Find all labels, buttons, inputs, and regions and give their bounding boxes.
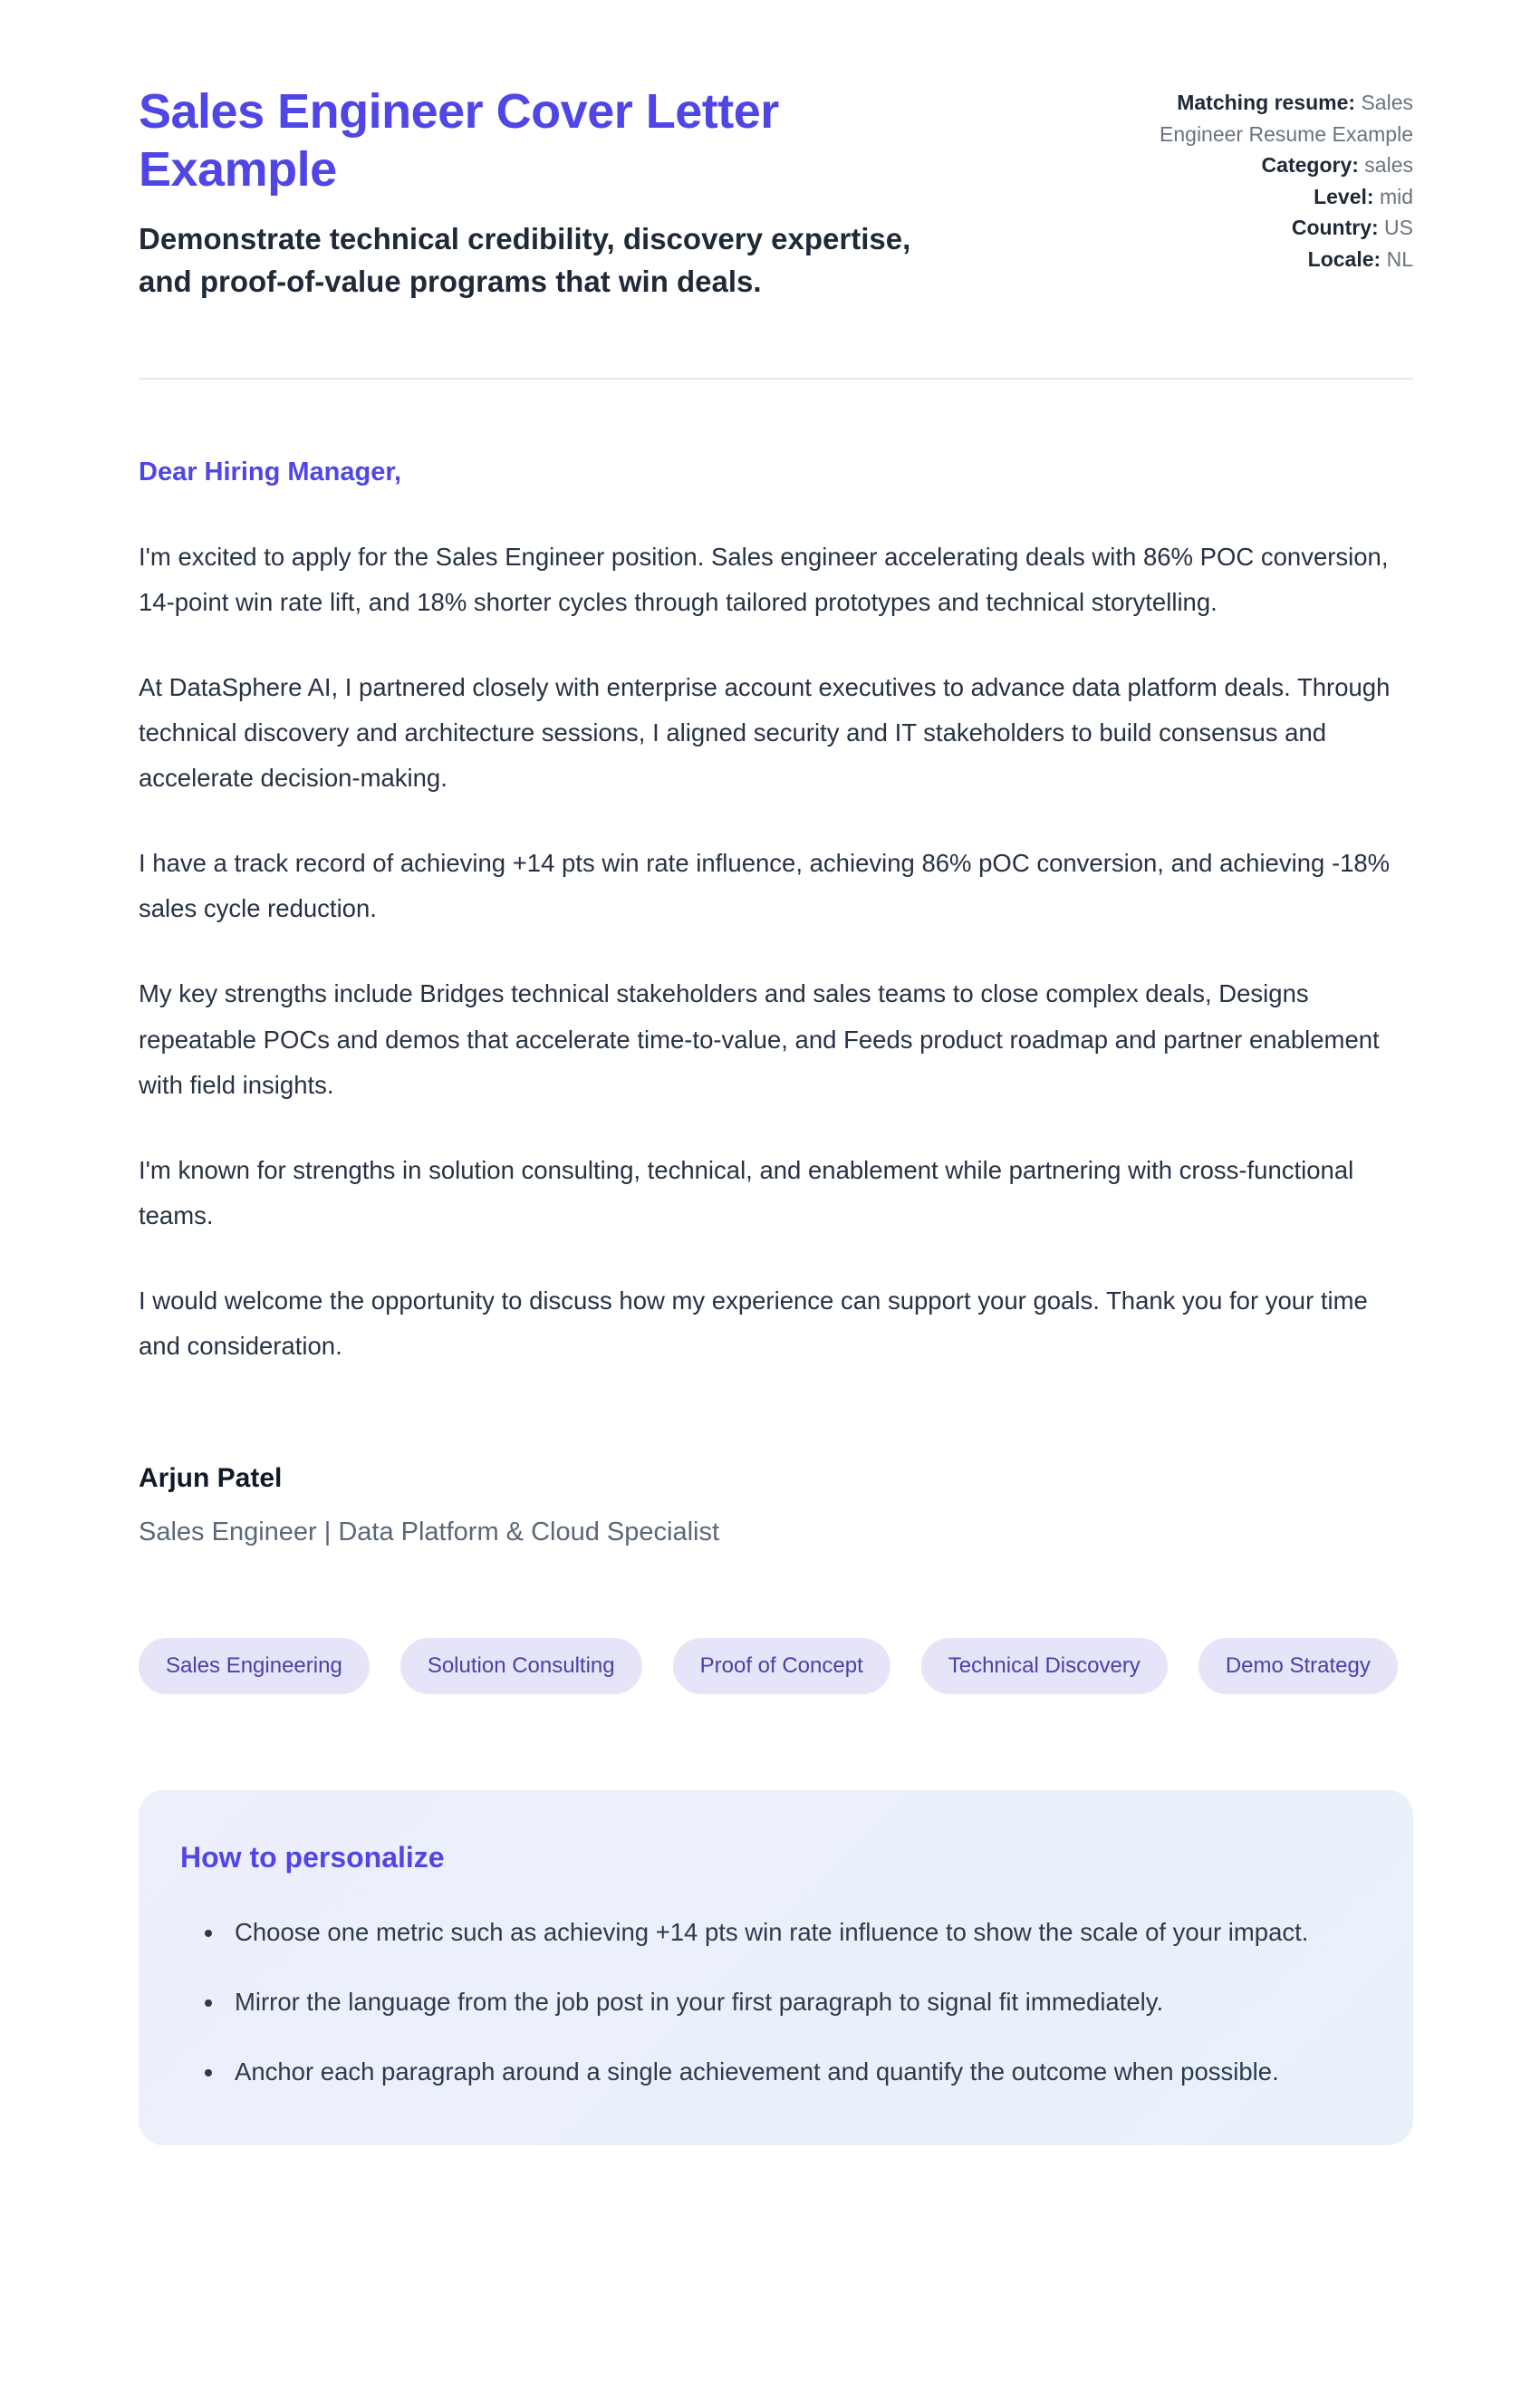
meta-row-level: [1112, 181, 1413, 213]
letter-paragraph: I have a track record of achieving +14 pts win rate influence, achieving 86% pOC conversion, and achieving -18% sales cycle reduction.: [139, 849, 1391, 923]
personalize-title: How to personalize: [180, 1840, 445, 1874]
personalize-card: [139, 1790, 1413, 2145]
meta-row-matching-resume: [1112, 87, 1413, 149]
meta-label: Locale:: [1307, 246, 1381, 271]
meta-value: US: [1384, 216, 1413, 239]
tag-chip-solution-consulting[interactable]: Solution Consulting: [400, 1638, 642, 1694]
meta-row-country: [1112, 212, 1413, 244]
meta-row-locale: [1112, 244, 1413, 275]
letter-paragraph: My key strengths include Bridges technical stakeholders and sales teams to close complex deals, Designs repeatable POCs and demos that accelerate time-to-value, and Feeds product roadmap and partner enablement with field insights.: [139, 979, 1380, 1099]
letter-paragraph: I'm known for strengths in solution consulting, technical, and enablement while partnering with cross-functional teams.: [139, 1155, 1354, 1229]
skill-tags-row: [139, 1638, 1413, 1694]
personalize-bullet: • Choose one metric such as achieving +14 pts win rate influence to show the scale of your impact.: [226, 1911, 1349, 1955]
cover-letter-body: [139, 458, 1413, 1547]
personalize-bullet: • Mirror the language from the job post in your first paragraph to signal fit immediately.: [226, 1980, 1349, 2025]
personalize-bullet: • Anchor each paragraph around a single achievement and quantify the outcome when possible.: [226, 2050, 1349, 2095]
signature-role: Sales Engineer | Data Platform & Cloud Specialist: [139, 1517, 720, 1546]
resume-meta-block: [1112, 83, 1413, 275]
page-title: Sales Engineer Cover Letter Example: [139, 84, 779, 197]
meta-label: Level:: [1314, 184, 1374, 208]
signature-block: [139, 1463, 1413, 1547]
meta-row-category: [1112, 149, 1413, 181]
meta-value: sales: [1364, 153, 1413, 177]
page-header: [139, 83, 1413, 303]
salutation: Dear Hiring Manager,: [139, 458, 402, 487]
letter-paragraph: At DataSphere AI, I partnered closely with enterprise account executives to advance data platform deals. Through technical discovery and architecture sessions, I aligned security and IT stakeholders to build consensus and accelerate decision-making.: [139, 673, 1391, 793]
tag-chip-proof-of-concept[interactable]: Proof of Concept: [673, 1638, 890, 1694]
header-divider: [139, 378, 1413, 380]
meta-value: Sales Engineer Resume Example: [1160, 91, 1413, 146]
tag-chip-sales-engineering[interactable]: Sales Engineering: [139, 1638, 370, 1694]
letter-paragraph: I would welcome the opportunity to discuss how my experience can support your goals. Thank you for your time and consideration.: [139, 1286, 1368, 1360]
meta-value: NL: [1386, 246, 1413, 271]
meta-value: mid: [1379, 184, 1413, 208]
page-subtitle: Demonstrate technical credibility, discovery expertise, and proof-of-value programs that win deals.: [139, 222, 911, 299]
personalize-list: [180, 1911, 1349, 2095]
tag-chip-demo-strategy[interactable]: Demo Strategy: [1198, 1638, 1398, 1694]
header-title-block: [139, 83, 972, 303]
meta-label: Category:: [1261, 153, 1359, 177]
letter-paragraph: I'm excited to apply for the Sales Engineer position. Sales engineer accelerating deals with 86% POC conversion, 14-point win rate lift, and 18% shorter cycles through tailored prototypes and technical storytelling.: [139, 543, 1389, 617]
meta-label: Matching resume:: [1177, 91, 1356, 114]
signature-name: Arjun Patel: [139, 1462, 283, 1493]
meta-label: Country:: [1291, 216, 1379, 239]
tag-chip-technical-discovery[interactable]: Technical Discovery: [921, 1638, 1168, 1694]
